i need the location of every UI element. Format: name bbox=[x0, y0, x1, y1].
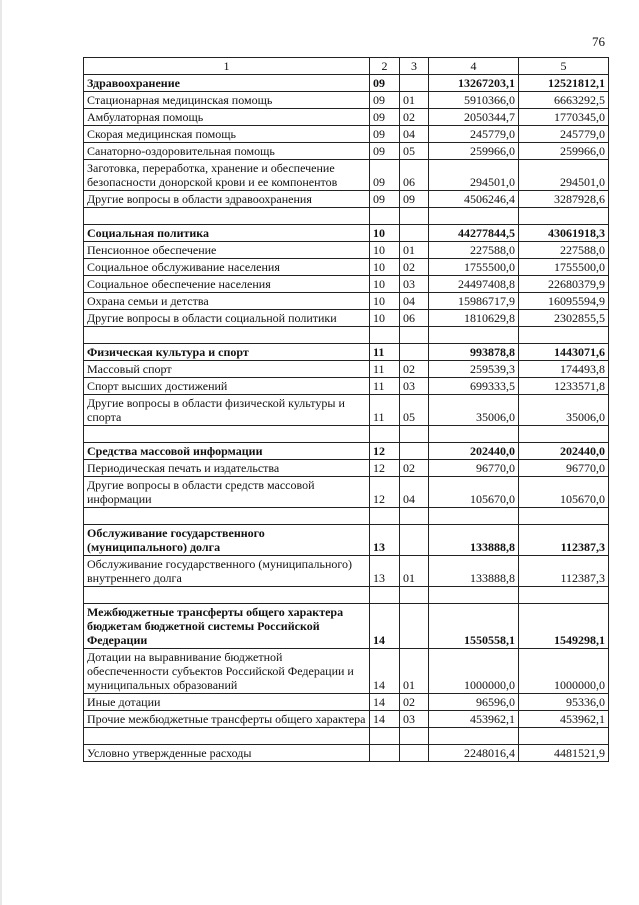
amount-col5: 1000000,0 bbox=[519, 649, 609, 694]
row-name: Другие вопросы в области здравоохранения bbox=[84, 191, 370, 208]
section-code: 10 bbox=[370, 242, 400, 259]
amount-col4: 294501,0 bbox=[429, 160, 519, 191]
table-row bbox=[84, 276, 609, 293]
subsection-code: 01 bbox=[400, 649, 429, 694]
table-row bbox=[84, 293, 609, 310]
spacer-row bbox=[84, 327, 609, 344]
section-code: 10 bbox=[370, 293, 400, 310]
section-code: 09 bbox=[370, 109, 400, 126]
spacer-cell bbox=[400, 327, 429, 344]
subsection-code: 03 bbox=[400, 378, 429, 395]
subsection-code: 02 bbox=[400, 460, 429, 477]
amount-col5: 43061918,3 bbox=[519, 225, 609, 242]
amount-col4: 202440,0 bbox=[429, 443, 519, 460]
section-row bbox=[84, 443, 609, 460]
spacer-cell bbox=[429, 508, 519, 525]
section-row bbox=[84, 344, 609, 361]
subsection-code: 03 bbox=[400, 276, 429, 293]
subsection-code: 01 bbox=[400, 242, 429, 259]
amount-col4: 44277844,5 bbox=[429, 225, 519, 242]
amount-col4: 1755500,0 bbox=[429, 259, 519, 276]
subsection-code bbox=[400, 75, 429, 92]
row-name: Прочие межбюджетные трансферты общего характера bbox=[84, 711, 370, 728]
spacer-cell bbox=[84, 728, 370, 745]
spacer-cell bbox=[84, 508, 370, 525]
row-name: Другие вопросы в области социальной политики bbox=[84, 310, 370, 327]
spacer-cell bbox=[519, 508, 609, 525]
row-name: Социальное обслуживание населения bbox=[84, 259, 370, 276]
table-row bbox=[84, 694, 609, 711]
table-row bbox=[84, 191, 609, 208]
amount-col4: 699333,5 bbox=[429, 378, 519, 395]
section-code bbox=[370, 745, 400, 762]
subsection-code: 06 bbox=[400, 310, 429, 327]
amount-col4: 24497408,8 bbox=[429, 276, 519, 293]
row-name: Спорт высших достижений bbox=[84, 378, 370, 395]
table-row bbox=[84, 460, 609, 477]
table-row bbox=[84, 310, 609, 327]
section-code: 10 bbox=[370, 310, 400, 327]
scan-edge bbox=[0, 0, 2, 905]
row-name: Межбюджетные трансферты общего характера бюджетам бюджетной системы Российской Федерации bbox=[84, 604, 370, 649]
table-row bbox=[84, 160, 609, 191]
amount-col5: 22680379,9 bbox=[519, 276, 609, 293]
amount-col5: 294501,0 bbox=[519, 160, 609, 191]
section-code: 10 bbox=[370, 276, 400, 293]
row-name: Средства массовой информации bbox=[84, 443, 370, 460]
spacer-cell bbox=[370, 426, 400, 443]
spacer-cell bbox=[519, 426, 609, 443]
section-code: 09 bbox=[370, 126, 400, 143]
amount-col4: 105670,0 bbox=[429, 477, 519, 508]
row-name: Иные дотации bbox=[84, 694, 370, 711]
subsection-code: 02 bbox=[400, 109, 429, 126]
amount-col5: 1770345,0 bbox=[519, 109, 609, 126]
spacer-cell bbox=[84, 327, 370, 344]
subsection-code: 02 bbox=[400, 259, 429, 276]
row-name: Дотации на выравнивание бюджетной обеспеченности субъектов Российской Федерации и муниципальных образований bbox=[84, 649, 370, 694]
amount-col5: 16095594,9 bbox=[519, 293, 609, 310]
section-code: 11 bbox=[370, 395, 400, 426]
amount-col5: 1549298,1 bbox=[519, 604, 609, 649]
table-row bbox=[84, 92, 609, 109]
amount-col5: 4481521,9 bbox=[519, 745, 609, 762]
subsection-code: 09 bbox=[400, 191, 429, 208]
spacer-cell bbox=[84, 587, 370, 604]
spacer-row bbox=[84, 508, 609, 525]
subsection-code: 01 bbox=[400, 92, 429, 109]
header-row bbox=[84, 58, 609, 75]
section-code: 09 bbox=[370, 160, 400, 191]
table-row bbox=[84, 143, 609, 160]
section-code: 09 bbox=[370, 92, 400, 109]
row-name: Заготовка, переработка, хранение и обеспечение безопасности донорской крови и ее компонентов bbox=[84, 160, 370, 191]
spacer-cell bbox=[84, 208, 370, 225]
section-code: 10 bbox=[370, 225, 400, 242]
spacer-cell bbox=[519, 587, 609, 604]
section-code: 12 bbox=[370, 443, 400, 460]
subsection-code: 05 bbox=[400, 395, 429, 426]
spacer-cell bbox=[400, 587, 429, 604]
table-row bbox=[84, 711, 609, 728]
amount-col4: 1000000,0 bbox=[429, 649, 519, 694]
section-code: 14 bbox=[370, 694, 400, 711]
amount-col4: 1810629,8 bbox=[429, 310, 519, 327]
header-cell: 3 bbox=[400, 58, 429, 75]
amount-col4: 13267203,1 bbox=[429, 75, 519, 92]
section-code: 12 bbox=[370, 477, 400, 508]
row-name: Другие вопросы в области средств массовой информации bbox=[84, 477, 370, 508]
row-name: Пенсионное обеспечение bbox=[84, 242, 370, 259]
amount-col5: 1755500,0 bbox=[519, 259, 609, 276]
section-code: 11 bbox=[370, 361, 400, 378]
section-code: 13 bbox=[370, 525, 400, 556]
row-name: Массовый спорт bbox=[84, 361, 370, 378]
spacer-cell bbox=[519, 728, 609, 745]
subsection-code: 03 bbox=[400, 711, 429, 728]
table-row bbox=[84, 745, 609, 762]
amount-col5: 2302855,5 bbox=[519, 310, 609, 327]
budget-table bbox=[83, 57, 609, 762]
row-name: Охрана семьи и детства bbox=[84, 293, 370, 310]
row-name: Другие вопросы в области физической культуры и спорта bbox=[84, 395, 370, 426]
section-code: 11 bbox=[370, 344, 400, 361]
row-name: Санаторно-оздоровительная помощь bbox=[84, 143, 370, 160]
table-row bbox=[84, 395, 609, 426]
spacer-cell bbox=[519, 208, 609, 225]
row-name: Физическая культура и спорт bbox=[84, 344, 370, 361]
subsection-code: 06 bbox=[400, 160, 429, 191]
amount-col4: 993878,8 bbox=[429, 344, 519, 361]
spacer-cell bbox=[429, 587, 519, 604]
amount-col5: 227588,0 bbox=[519, 242, 609, 259]
amount-col5: 105670,0 bbox=[519, 477, 609, 508]
section-code: 12 bbox=[370, 460, 400, 477]
section-code: 14 bbox=[370, 649, 400, 694]
spacer-cell bbox=[370, 327, 400, 344]
header-cell: 2 bbox=[370, 58, 400, 75]
section-row bbox=[84, 225, 609, 242]
table-row bbox=[84, 242, 609, 259]
amount-col5: 96770,0 bbox=[519, 460, 609, 477]
section-code: 13 bbox=[370, 556, 400, 587]
amount-col4: 35006,0 bbox=[429, 395, 519, 426]
amount-col4: 96596,0 bbox=[429, 694, 519, 711]
section-code: 09 bbox=[370, 75, 400, 92]
spacer-row bbox=[84, 426, 609, 443]
spacer-cell bbox=[84, 426, 370, 443]
subsection-code: 05 bbox=[400, 143, 429, 160]
amount-col4: 133888,8 bbox=[429, 525, 519, 556]
amount-col4: 245779,0 bbox=[429, 126, 519, 143]
amount-col4: 2248016,4 bbox=[429, 745, 519, 762]
section-code: 11 bbox=[370, 378, 400, 395]
table-row bbox=[84, 109, 609, 126]
amount-col5: 1443071,6 bbox=[519, 344, 609, 361]
section-code: 10 bbox=[370, 259, 400, 276]
spacer-row bbox=[84, 587, 609, 604]
amount-col5: 174493,8 bbox=[519, 361, 609, 378]
amount-col4: 5910366,0 bbox=[429, 92, 519, 109]
section-row bbox=[84, 525, 609, 556]
amount-col5: 112387,3 bbox=[519, 525, 609, 556]
amount-col5: 6663292,5 bbox=[519, 92, 609, 109]
spacer-cell bbox=[370, 728, 400, 745]
subsection-code: 01 bbox=[400, 556, 429, 587]
section-code: 14 bbox=[370, 711, 400, 728]
subsection-code: 04 bbox=[400, 293, 429, 310]
subsection-code bbox=[400, 443, 429, 460]
section-code: 09 bbox=[370, 191, 400, 208]
amount-col5: 202440,0 bbox=[519, 443, 609, 460]
spacer-cell bbox=[370, 208, 400, 225]
row-name: Обслуживание государственного (муниципального) внутреннего долга bbox=[84, 556, 370, 587]
page-number: 76 bbox=[592, 34, 605, 49]
spacer-cell bbox=[400, 426, 429, 443]
spacer-cell bbox=[519, 327, 609, 344]
table-row bbox=[84, 477, 609, 508]
row-name: Обслуживание государственного (муниципального) долга bbox=[84, 525, 370, 556]
amount-col5: 3287928,6 bbox=[519, 191, 609, 208]
table-row bbox=[84, 259, 609, 276]
spacer-cell bbox=[370, 587, 400, 604]
section-code: 09 bbox=[370, 143, 400, 160]
spacer-cell bbox=[370, 508, 400, 525]
amount-col4: 2050344,7 bbox=[429, 109, 519, 126]
subsection-code bbox=[400, 344, 429, 361]
section-row bbox=[84, 75, 609, 92]
amount-col5: 259966,0 bbox=[519, 143, 609, 160]
subsection-code bbox=[400, 604, 429, 649]
subsection-code: 04 bbox=[400, 126, 429, 143]
amount-col4: 4506246,4 bbox=[429, 191, 519, 208]
spacer-row bbox=[84, 728, 609, 745]
header-cell: 1 bbox=[84, 58, 370, 75]
table-row bbox=[84, 361, 609, 378]
row-name: Условно утвержденные расходы bbox=[84, 745, 370, 762]
row-name: Социальное обеспечение населения bbox=[84, 276, 370, 293]
amount-col4: 227588,0 bbox=[429, 242, 519, 259]
spacer-row bbox=[84, 208, 609, 225]
amount-col5: 453962,1 bbox=[519, 711, 609, 728]
table-row bbox=[84, 556, 609, 587]
table-row bbox=[84, 378, 609, 395]
spacer-cell bbox=[429, 728, 519, 745]
amount-col4: 15986717,9 bbox=[429, 293, 519, 310]
row-name: Стационарная медицинская помощь bbox=[84, 92, 370, 109]
row-name: Социальная политика bbox=[84, 225, 370, 242]
row-name: Амбулаторная помощь bbox=[84, 109, 370, 126]
amount-col5: 12521812,1 bbox=[519, 75, 609, 92]
amount-col5: 1233571,8 bbox=[519, 378, 609, 395]
amount-col4: 133888,8 bbox=[429, 556, 519, 587]
amount-col5: 245779,0 bbox=[519, 126, 609, 143]
amount-col5: 112387,3 bbox=[519, 556, 609, 587]
subsection-code bbox=[400, 525, 429, 556]
row-name: Периодическая печать и издательства bbox=[84, 460, 370, 477]
amount-col4: 96770,0 bbox=[429, 460, 519, 477]
spacer-cell bbox=[400, 728, 429, 745]
spacer-cell bbox=[429, 208, 519, 225]
spacer-cell bbox=[429, 327, 519, 344]
spacer-cell bbox=[429, 426, 519, 443]
amount-col4: 259966,0 bbox=[429, 143, 519, 160]
amount-col5: 35006,0 bbox=[519, 395, 609, 426]
subsection-code: 02 bbox=[400, 694, 429, 711]
subsection-code: 02 bbox=[400, 361, 429, 378]
subsection-code bbox=[400, 225, 429, 242]
table-row bbox=[84, 649, 609, 694]
amount-col4: 259539,3 bbox=[429, 361, 519, 378]
spacer-cell bbox=[400, 208, 429, 225]
spacer-cell bbox=[400, 508, 429, 525]
row-name: Здравоохранение bbox=[84, 75, 370, 92]
subsection-code: 04 bbox=[400, 477, 429, 508]
row-name: Скорая медицинская помощь bbox=[84, 126, 370, 143]
subsection-code bbox=[400, 745, 429, 762]
table-row bbox=[84, 126, 609, 143]
header-cell: 4 bbox=[429, 58, 519, 75]
amount-col5: 95336,0 bbox=[519, 694, 609, 711]
amount-col4: 453962,1 bbox=[429, 711, 519, 728]
amount-col4: 1550558,1 bbox=[429, 604, 519, 649]
section-code: 14 bbox=[370, 604, 400, 649]
header-cell: 5 bbox=[519, 58, 609, 75]
section-row bbox=[84, 604, 609, 649]
